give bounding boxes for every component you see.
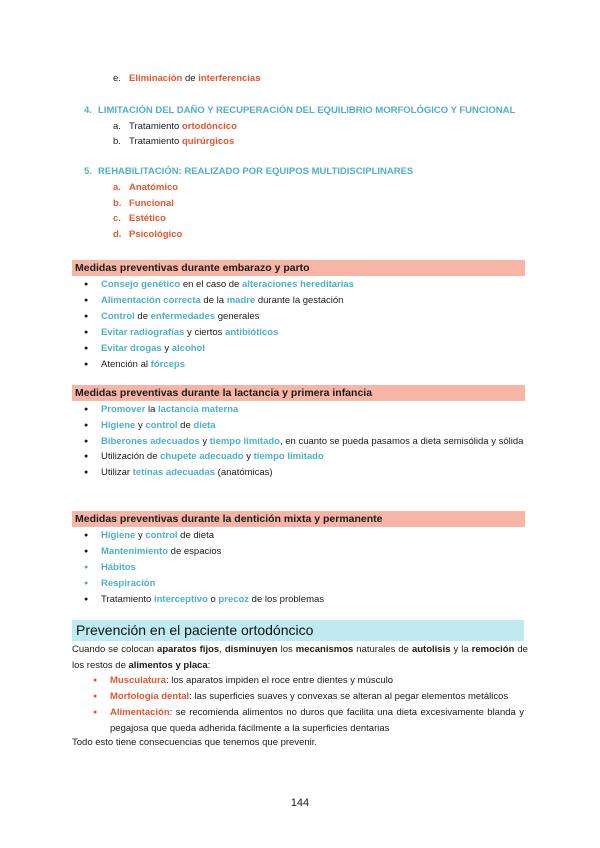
list-item: b. Funcional bbox=[113, 198, 174, 209]
list-item: ● Tratamiento interceptivo o precoz de los problemas bbox=[84, 592, 528, 608]
list-item-e: e. Eliminación de interferencias bbox=[113, 73, 261, 84]
list-item: ● Atención al fórceps bbox=[84, 357, 528, 373]
list-item: ● Utilizar tetinas adecuadas (anatómicas) bbox=[84, 465, 528, 481]
list-item: a. Tratamiento ortodóncico bbox=[113, 121, 237, 132]
bullet-list-denticion bbox=[84, 528, 528, 608]
section-4-title: 4. LIMITACIÓN DEL DAÑO Y RECUPERACIÓN DEL EQUILIBRIO MORFOLÓGICO Y FUNCIONAL bbox=[84, 105, 516, 116]
list-item: b. Tratamiento quirúrgicos bbox=[113, 136, 235, 147]
list-item: c. Estético bbox=[113, 213, 166, 224]
intro-paragraph: Cuando se colocan aparatos fijos, disminuyen los mecanismos naturales de autolisis y la remoción de los restos de alimentos y placa: bbox=[72, 644, 528, 671]
list-item: ● Higiene y control de dieta bbox=[84, 418, 528, 434]
section-5-title: 5. REHABILITACIÓN: REALIZADO POR EQUIPOS MULTIDISCIPLINARES bbox=[84, 166, 414, 177]
list-item: a. Anatómico bbox=[113, 182, 179, 193]
list-item: ● Control de enfermedades generales bbox=[84, 309, 528, 325]
list-item: ● Utilización de chupete adecuado y tiempo limitado bbox=[84, 449, 528, 465]
section-heading-denticion: Medidas preventivas durante la dentición mixta y permanente bbox=[72, 511, 525, 527]
list-item: ● Alimentación correcta de la madre durante la gestación bbox=[84, 293, 528, 309]
list-enum: e. bbox=[113, 73, 121, 84]
list-item: ● Hábitos bbox=[84, 560, 528, 576]
list-item: ● Alimentación: se recomienda alimentos no duros que facilita una dieta excesivamente blanda y pegajosa que queda adherida fácilmente a la superficies dentarias bbox=[93, 705, 524, 737]
list-item: ● Biberones adecuados y tiempo limitado, en cuanto se pueda pasamos a dieta semisólida y sólida bbox=[84, 434, 528, 449]
list-item: d. Psicológico bbox=[113, 229, 183, 240]
section-heading-embarazo: Medidas preventivas durante embarazo y parto bbox=[72, 260, 525, 276]
list-item: ● Mantenimiento de espacios bbox=[84, 544, 528, 560]
list-item: ● Musculatura: los aparatos impiden el roce entre dientes y músculo bbox=[93, 673, 524, 689]
section-heading-lactancia: Medidas preventivas durante la lactancia y primera infancia bbox=[72, 385, 525, 401]
list-item: ● Consejo genético en el caso de alteraciones hereditarias bbox=[84, 277, 528, 293]
list-item: ● Evitar radiografías y ciertos antibióticos bbox=[84, 325, 528, 341]
list-item: ● Promover la lactancia materna bbox=[84, 402, 528, 418]
bullet-list-lactancia bbox=[84, 402, 528, 481]
section-heading-ortodoncico: Prevención en el paciente ortodóncico bbox=[72, 620, 524, 641]
bullet-list-embarazo bbox=[84, 277, 528, 373]
list-item: ● Morfología dental: las superficies suaves y convexas se alteran al pegar elementos metálicos bbox=[93, 689, 524, 705]
closing-sentence: Todo esto tiene consecuencias que tenemos que prevenir. bbox=[72, 737, 318, 748]
list-item: ● Higiene y control de dieta bbox=[84, 528, 528, 544]
bullet-list-ortodoncico bbox=[93, 673, 524, 737]
page-number: 144 bbox=[290, 797, 310, 809]
list-item: ● Respiración bbox=[84, 576, 528, 592]
list-item: ● Evitar drogas y alcohol bbox=[84, 341, 528, 357]
